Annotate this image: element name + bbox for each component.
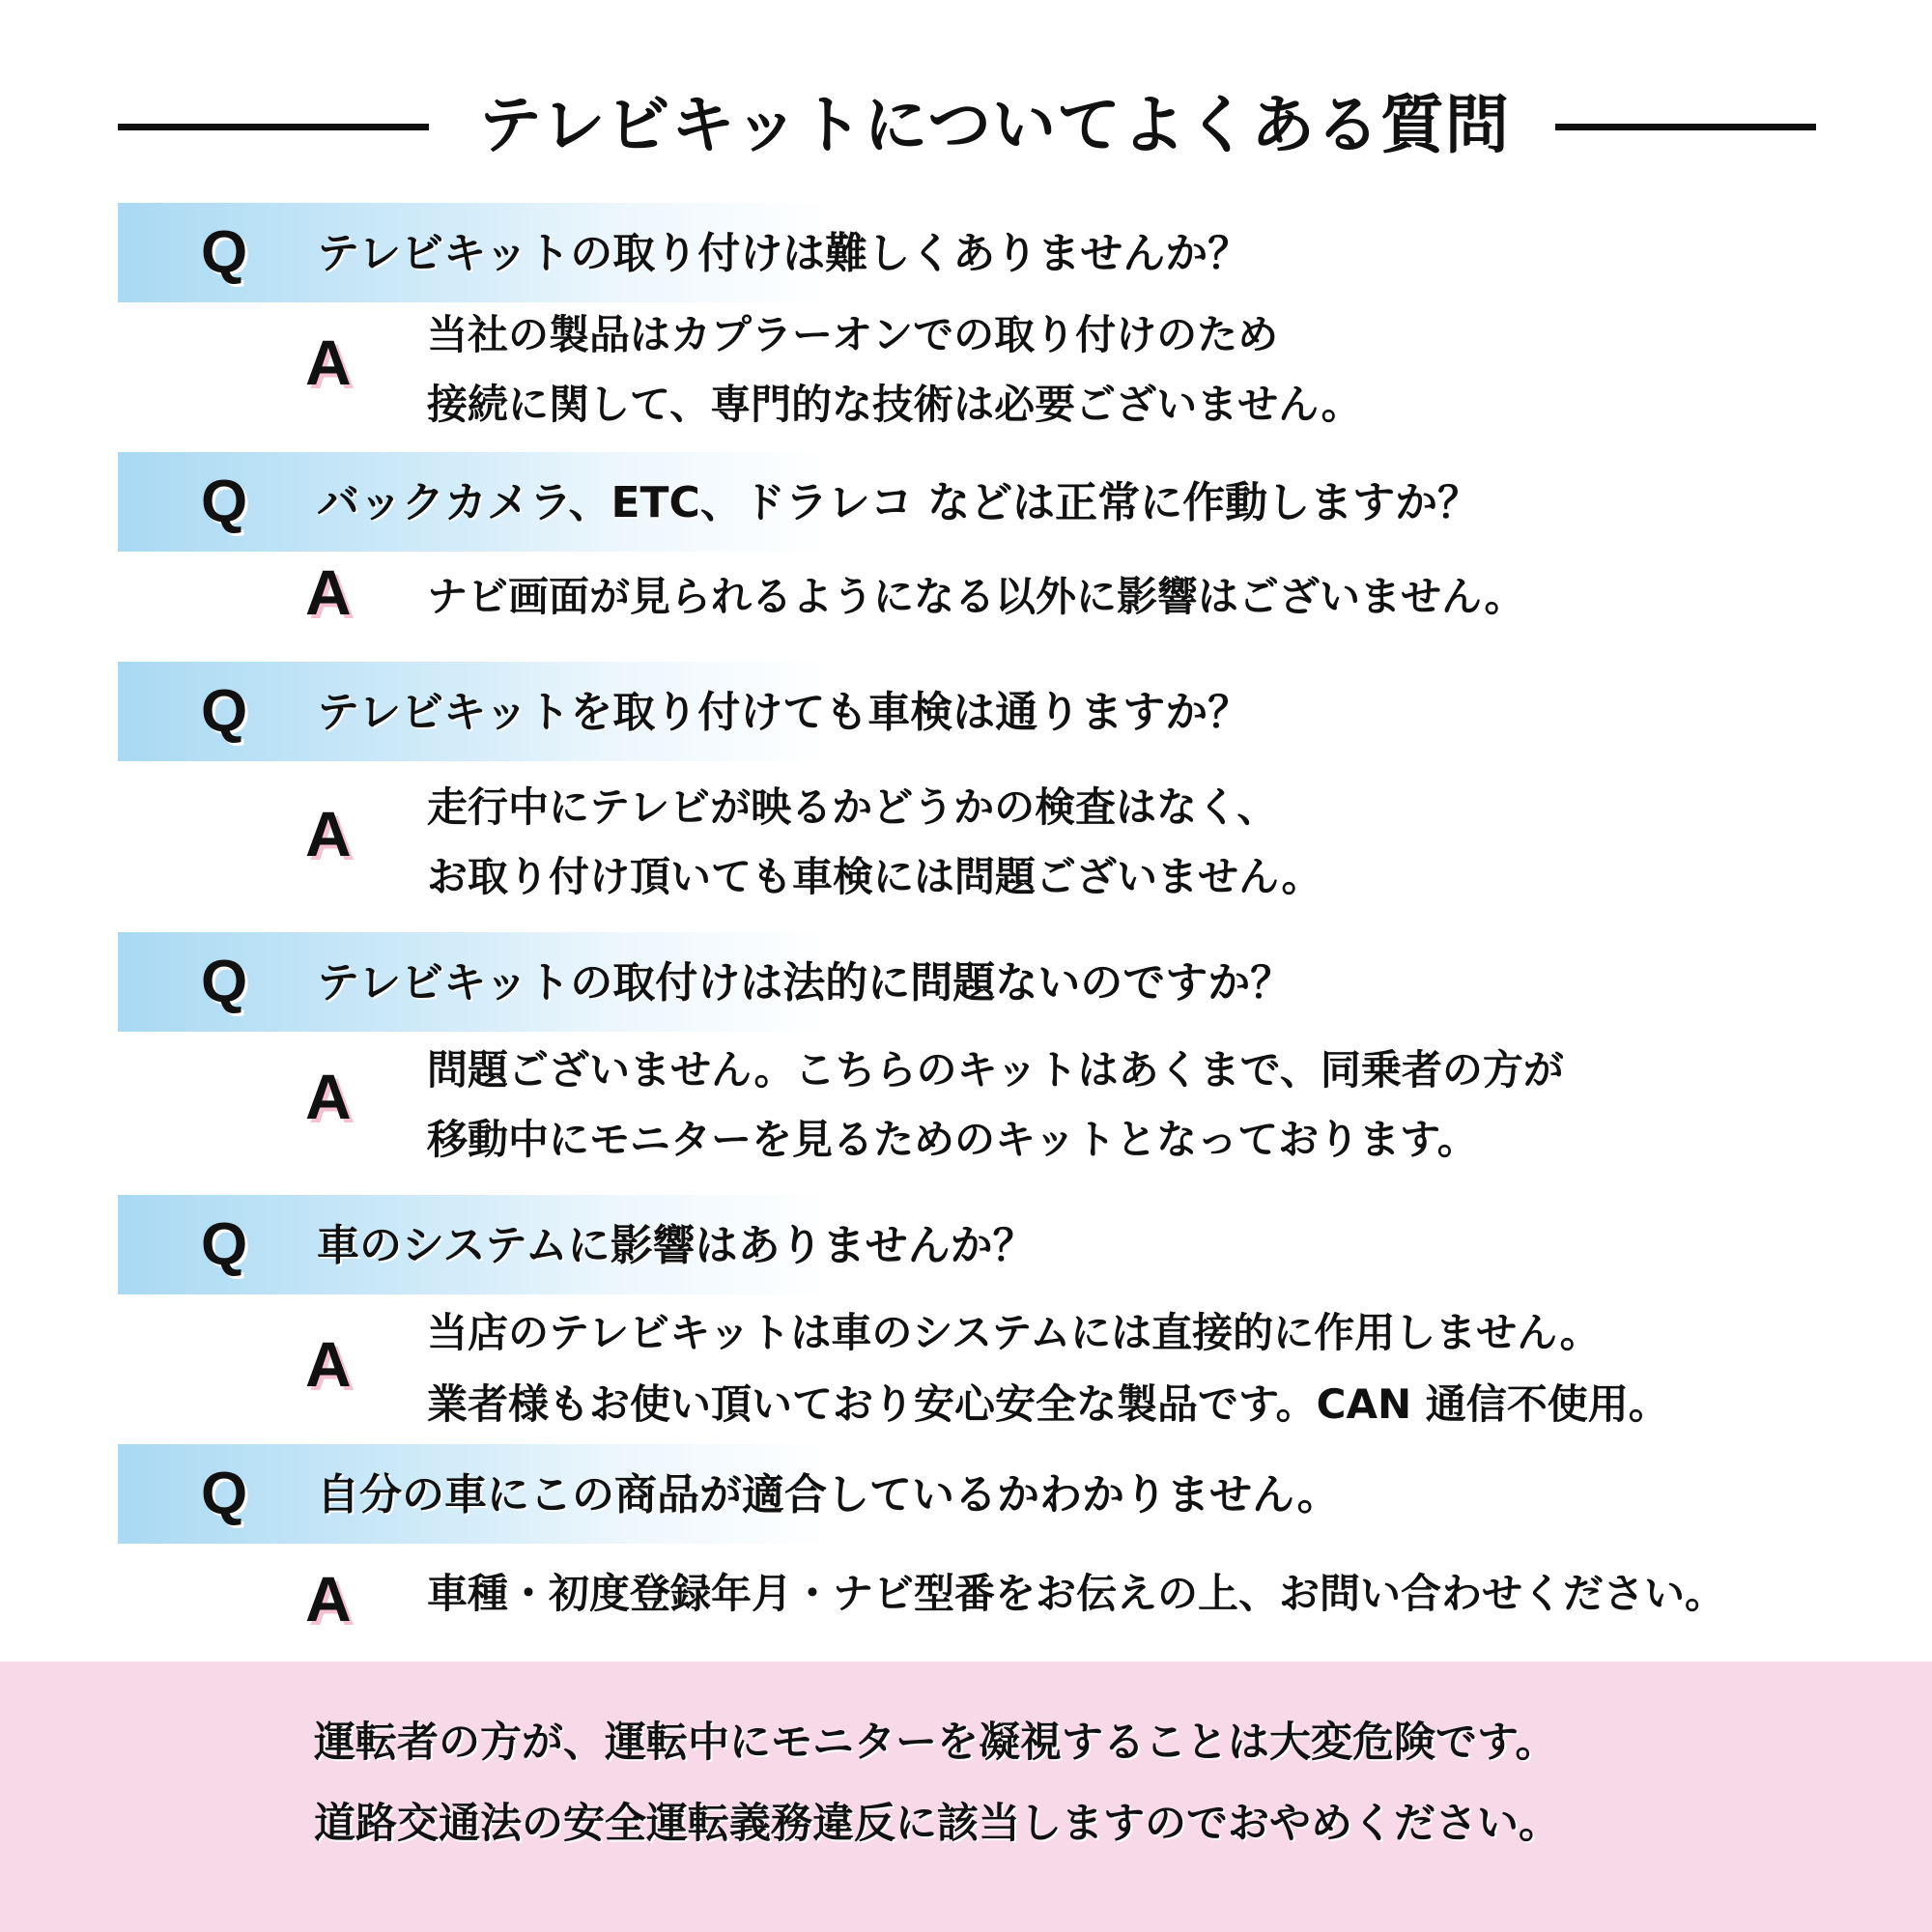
a-marker: A [305,1061,352,1132]
question-text-5: 車のシステムに影響はありませんか？ [317,1221,1036,1270]
question-text-6: 自分の車にこの商品が適合しているかわかりません。 [317,1470,1340,1520]
a-marker: A [305,327,352,398]
q-marker: Q [201,1211,248,1278]
a-marker: A [305,1563,352,1634]
answer-text-1-line-2: 接続に関して、専門的な技術は必要ございません。 [427,381,1362,428]
answer-text-4-line-1: 問題ございません。こちらのキットはあくまで、同乗者の方が [427,1046,1564,1094]
answer-text-1-line-1: 当社の製品はカプラーオンでの取り付けのため [427,311,1279,358]
warning-box [0,1662,1932,1932]
q-marker: Q [201,678,248,745]
answer-text-5-line-2: 業者様もお使い頂いており安心安全な製品です。CAN 通信不使用。 [427,1380,1669,1428]
answer-text-5-line-1: 当店のテレビキットは車のシステムには直接的に作用しません。 [427,1309,1601,1356]
title-row [118,77,1816,174]
question-text-2: バックカメラ、ETC、ドラレコ などは正常に作動しますか？ [317,478,1481,527]
a-marker: A [305,556,352,628]
a-marker: A [305,1328,352,1400]
a-marker: A [305,798,352,869]
warning-text-line-1: 運転者の方が、運転中にモニターを凝視することは大変危険です。 [314,1719,1557,1767]
question-bar-3 [118,662,1816,761]
answer-text-3-line-1: 走行中にテレビが映るかどうかの検査はなく、 [427,783,1278,831]
warning-text-line-2: 道路交通法の安全運転義務違反に該当しますのでおやめください。 [314,1800,1560,1848]
answer-text-2-line-1: ナビ画面が見られるようになる以外に影響はございません。 [427,573,1525,620]
q-marker: Q [201,1461,248,1527]
question-bar-2 [118,452,1816,552]
question-text-3: テレビキットを取り付けても車検は通りますか？ [317,688,1251,737]
answer-text-6-line-1: 車種・初度登録年月・ナビ型番をお伝えの上、お問い合わせください。 [427,1570,1726,1617]
question-text-1: テレビキットの取り付けは難しくありませんか？ [317,229,1251,278]
answer-text-3-line-2: お取り付け頂いても車検には問題ございません。 [427,853,1322,900]
page-title: テレビキットについてよくある質問 [477,88,1511,162]
question-bar-5 [118,1195,1816,1294]
question-bar-1 [118,203,1816,302]
answer-text-4-line-2: 移動中にモニターを見るためのキットとなっております。 [427,1116,1478,1163]
title-divider-right [1555,124,1816,130]
question-bar-4 [118,932,1816,1032]
q-marker: Q [201,469,248,535]
q-marker: Q [201,219,248,286]
title-divider-left [118,124,429,130]
q-marker: Q [201,949,248,1015]
question-text-4: テレビキットの取付けは法的に問題ないのですか？ [317,958,1293,1008]
question-bar-6 [118,1444,1816,1544]
